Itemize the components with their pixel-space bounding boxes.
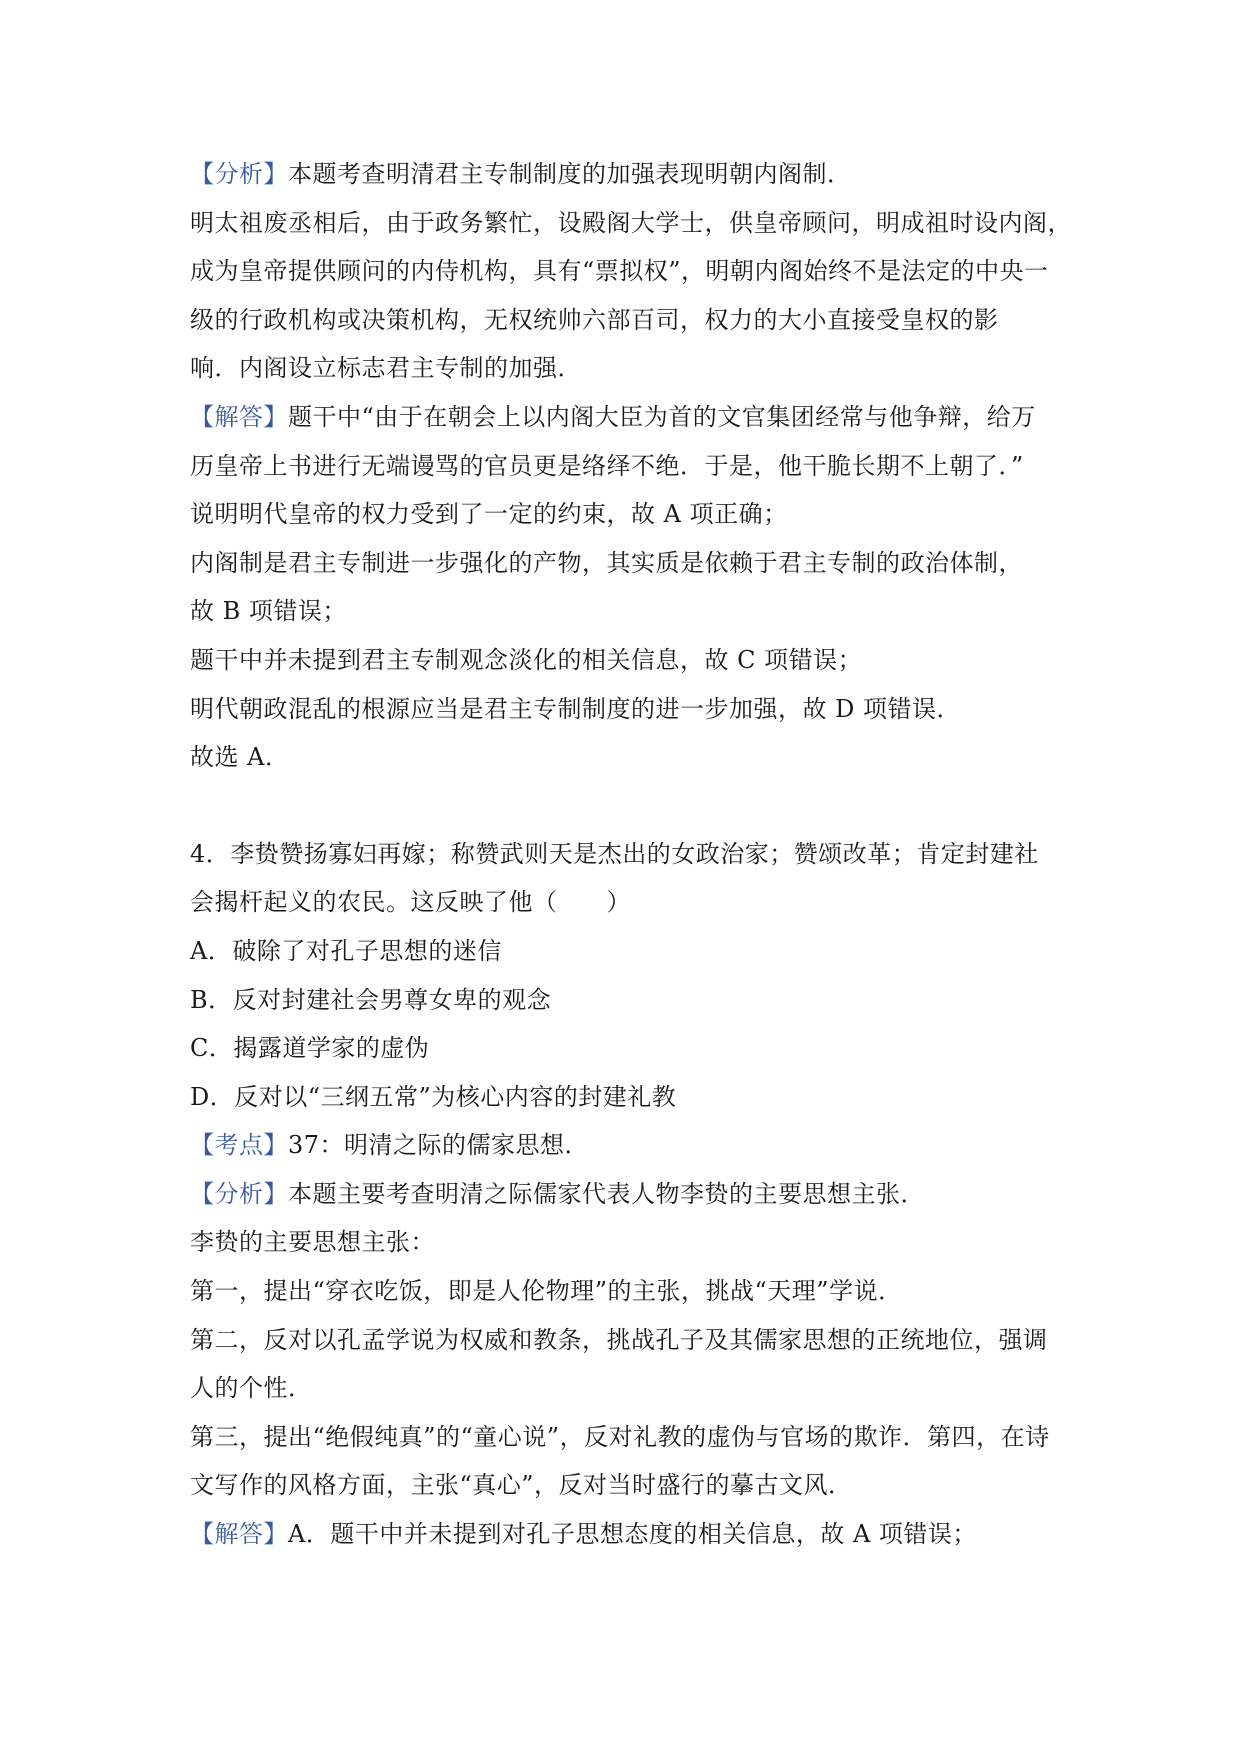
- analysis-text: 本题主要考查明清之际儒家代表人物李贽的主要思想主张．: [288, 1179, 925, 1208]
- document-page: [190, 150, 1070, 1559]
- option-a: A．破除了对孔子思想的迷信: [190, 936, 502, 965]
- answer-line: 故 B 项错误；: [190, 597, 347, 626]
- answer-line: 说明明代皇帝的权力受到了一定的约束，故 A 项正确；: [190, 500, 788, 529]
- analysis-line: 第一，提出“穿衣吃饭，即是人伦物理”的主张，挑战“天理”学说．: [190, 1277, 903, 1306]
- analysis-line: 第三，提出“绝假纯真”的“童心说”，反对礼教的虚伪与官场的欺诈．第四，在诗: [190, 1422, 1050, 1451]
- point-line: [190, 1121, 1070, 1170]
- analysis-tag: 【分析】: [190, 1179, 288, 1208]
- option-d: D．反对以“三纲五常”为核心内容的封建礼教: [190, 1082, 677, 1111]
- answer-line: [190, 1510, 1070, 1559]
- analysis-text: 本题考查明清君主专制制度的加强表现明朝内阁制．: [288, 160, 852, 188]
- analysis-tag: 【分析】: [190, 160, 288, 188]
- answer-tag: 【解答】: [190, 402, 288, 431]
- analysis-line: 李贽的主要思想主张：: [190, 1228, 435, 1257]
- analysis-line: 文写作的风格方面，主张“真心”，反对当时盛行的摹古文风．: [190, 1471, 853, 1500]
- analysis-line: 响．内阁设立标志君主专制的加强．: [190, 354, 582, 383]
- analysis-line: 人的个性．: [190, 1374, 313, 1403]
- answer-line: [190, 393, 1070, 442]
- analysis-line: 第二，反对以孔孟学说为权威和教条，挑战孔子及其儒家思想的正统地位，强调: [190, 1325, 1048, 1354]
- question-stem: 4．李贽赞扬寡妇再嫁；称赞武则天是杰出的女政治家；赞颂改革；肯定封建社: [190, 839, 1039, 868]
- analysis-line: 级的行政机构或决策机构，无权统帅六部百司，权力的大小直接受皇权的影: [190, 305, 999, 334]
- option-b: B．反对封建社会男尊女卑的观念: [190, 985, 552, 1014]
- answer-line: 题干中并未提到君主专制观念淡化的相关信息，故 C 项错误；: [190, 645, 863, 674]
- analysis-line: 明太祖废丞相后，由于政务繁忙，设殿阁大学士，供皇帝顾问，明成祖时设内阁，: [190, 208, 1072, 237]
- question-stem: 会揭杆起义的农民。这反映了他（ ）: [190, 888, 631, 917]
- answer-text: 题干中“由于在朝会上以内阁大臣为首的文官集团经常与他争辩，给万: [288, 402, 1036, 431]
- point-text: 37：明清之际的儒家思想．: [288, 1131, 590, 1160]
- answer-tag: 【解答】: [190, 1520, 288, 1549]
- answer-line: 历皇帝上书进行无端谩骂的官员更是络绎不绝．于是，他干脆长期不上朝了．”: [190, 451, 1024, 480]
- section-gap: [190, 782, 1070, 830]
- option-c: C．揭露道学家的虚伪: [190, 1034, 430, 1063]
- point-tag: 【考点】: [190, 1131, 288, 1160]
- answer-line: 内阁制是君主专制进一步强化的产物，其实质是依赖于君主专制的政治体制，: [190, 548, 1023, 577]
- analysis-line: 成为皇帝提供顾问的内侍机构，具有“票拟权”，明朝内阁始终不是法定的中央一: [190, 257, 1049, 286]
- answer-text: A．题干中并未提到对孔子思想态度的相关信息，故 A 项错误；: [288, 1520, 977, 1549]
- answer-line: 明代朝政混乱的根源应当是君主专制制度的进一步加强，故 D 项错误．: [190, 694, 961, 723]
- analysis-line: [190, 1170, 1070, 1219]
- answer-line: 故选 A．: [190, 743, 290, 772]
- analysis-line: [190, 150, 1070, 199]
